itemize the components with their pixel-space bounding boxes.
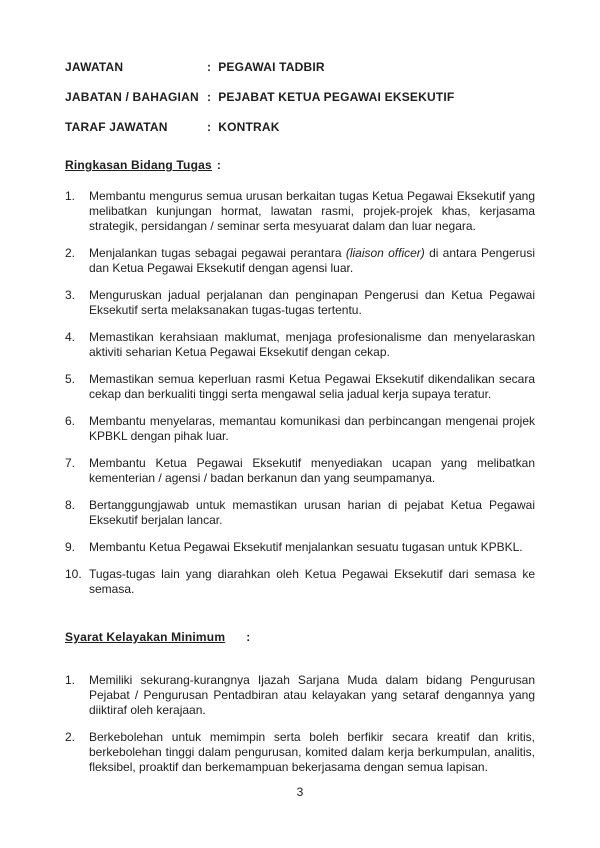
item-text: Membantu Ketua Pegawai Eksekutif menjalankan sesuatu tugasan untuk KPBKL.: [89, 540, 523, 554]
list-item: [65, 330, 535, 360]
requirement-list: [65, 673, 535, 775]
item-text: Membantu Ketua Pegawai Eksekutif menyediakan ucapan yang melibatkan kementerian / agensi / badan berkanun dan yang seumpamanya.: [89, 456, 535, 485]
field-label: JABATAN / BAHAGIAN: [65, 90, 199, 104]
item-number: 2.: [65, 246, 76, 260]
section-syarat-kelayakan: [65, 630, 535, 775]
item-text: Bertanggungjawab untuk memastikan urusan harian di pejabat Ketua Pegawai Eksekutif berjalan lancar.: [89, 498, 535, 527]
section-heading-text: Ringkasan Bidang Tugas: [65, 158, 212, 172]
field-label: JAWATAN: [65, 60, 124, 74]
list-item: [65, 288, 535, 318]
list-item: [65, 414, 535, 444]
job-info-row-jabatan: [65, 90, 535, 105]
list-item: [65, 540, 535, 555]
task-list: [65, 189, 535, 597]
field-value: KONTRAK: [218, 120, 280, 134]
list-item: [65, 246, 535, 276]
list-item: [65, 673, 535, 718]
item-text: Berkebolehan untuk memimpin serta boleh berfikir secara kreatif dan kritis, berkebolehan tinggi dalam pengurusan, komited dalam kerja berkumpulan, analitis, fleksibel, proaktif dan berkemampuan bekerjasama dengan semua lapisan.: [89, 730, 535, 774]
item-text: Membantu menyelaras, memantau komunikasi dan perbincangan mengenai projek KPBKL dengan pihak luar.: [89, 414, 535, 443]
field-label: TARAF JAWATAN: [65, 120, 168, 134]
item-number: 5.: [65, 372, 76, 386]
section-heading: [65, 630, 535, 645]
item-text: Memiliki sekurang-kurangnya Ijazah Sarjana Muda dalam bidang Pengurusan Pejabat / Pengurusan Pentadbiran atau kelayakan yang setaraf dengannya yang diiktiraf oleh kerajaan.: [89, 673, 535, 717]
item-number: 9.: [65, 540, 76, 554]
item-text: Memastikan kerahsiaan maklumat, menjaga profesionalisme dan menyelaraskan aktiviti seharian Ketua Pegawai Eksekutif dengan cekap.: [89, 330, 535, 359]
item-number: 3.: [65, 288, 76, 302]
list-item: [65, 498, 535, 528]
item-number: 4.: [65, 330, 76, 344]
item-text: Tugas-tugas lain yang diarahkan oleh Ketua Pegawai Eksekutif dari semasa ke semasa.: [89, 567, 535, 596]
item-number: 10.: [65, 567, 82, 581]
list-item: [65, 456, 535, 486]
item-text: Menjalankan tugas sebagai pegawai perantara (liaison officer) di antara Pengerusi dan Ketua Pegawai Eksekutif dengan agensi luar.: [89, 246, 536, 275]
list-item: [65, 567, 535, 597]
item-text: Menguruskan jadual perjalanan dan penginapan Pengerusi dan Ketua Pegawai Eksekutif serta melaksanakan tugas-tugas tertentu.: [89, 288, 535, 317]
item-text: Memastikan semua keperluan rasmi Ketua Pegawai Eksekutif dikendalikan secara cekap dan berkualiti tinggi serta mengawal selia jadual kerja supaya teratur.: [89, 372, 535, 401]
item-number: 1.: [65, 673, 76, 687]
field-value: PEJABAT KETUA PEGAWAI EKSEKUTIF: [218, 90, 455, 104]
job-info-block: [65, 60, 535, 135]
list-item: [65, 730, 535, 775]
list-item: [65, 372, 535, 402]
item-text: Membantu mengurus semua urusan berkaitan tugas Ketua Pegawai Eksekutif yang melibatkan kunjungan hormat, lawatan rasmi, projek-projek khas, kerjasama strategik, persidangan / seminar serta mesyuarat dalam dan luar negara.: [89, 189, 535, 233]
section-heading: [65, 158, 535, 173]
job-info-row-jawatan: [65, 60, 535, 75]
section-ringkasan-bidang-tugas: [65, 158, 535, 597]
section-heading-colon: :: [246, 630, 251, 644]
field-separator: :: [207, 90, 212, 104]
list-item: [65, 189, 535, 234]
item-number: 6.: [65, 414, 76, 428]
item-number: 7.: [65, 456, 76, 470]
page-number: 3: [296, 785, 304, 799]
job-info-row-taraf: [65, 120, 535, 135]
field-value: PEGAWAI TADBIR: [218, 60, 325, 74]
field-separator: :: [207, 120, 212, 134]
section-heading-colon: :: [216, 158, 222, 172]
item-number: 8.: [65, 498, 76, 512]
field-separator: :: [207, 60, 212, 74]
item-number: 1.: [65, 189, 76, 203]
item-number: 2.: [65, 730, 76, 744]
section-heading-text: Syarat Kelayakan Minimum: [65, 630, 226, 644]
